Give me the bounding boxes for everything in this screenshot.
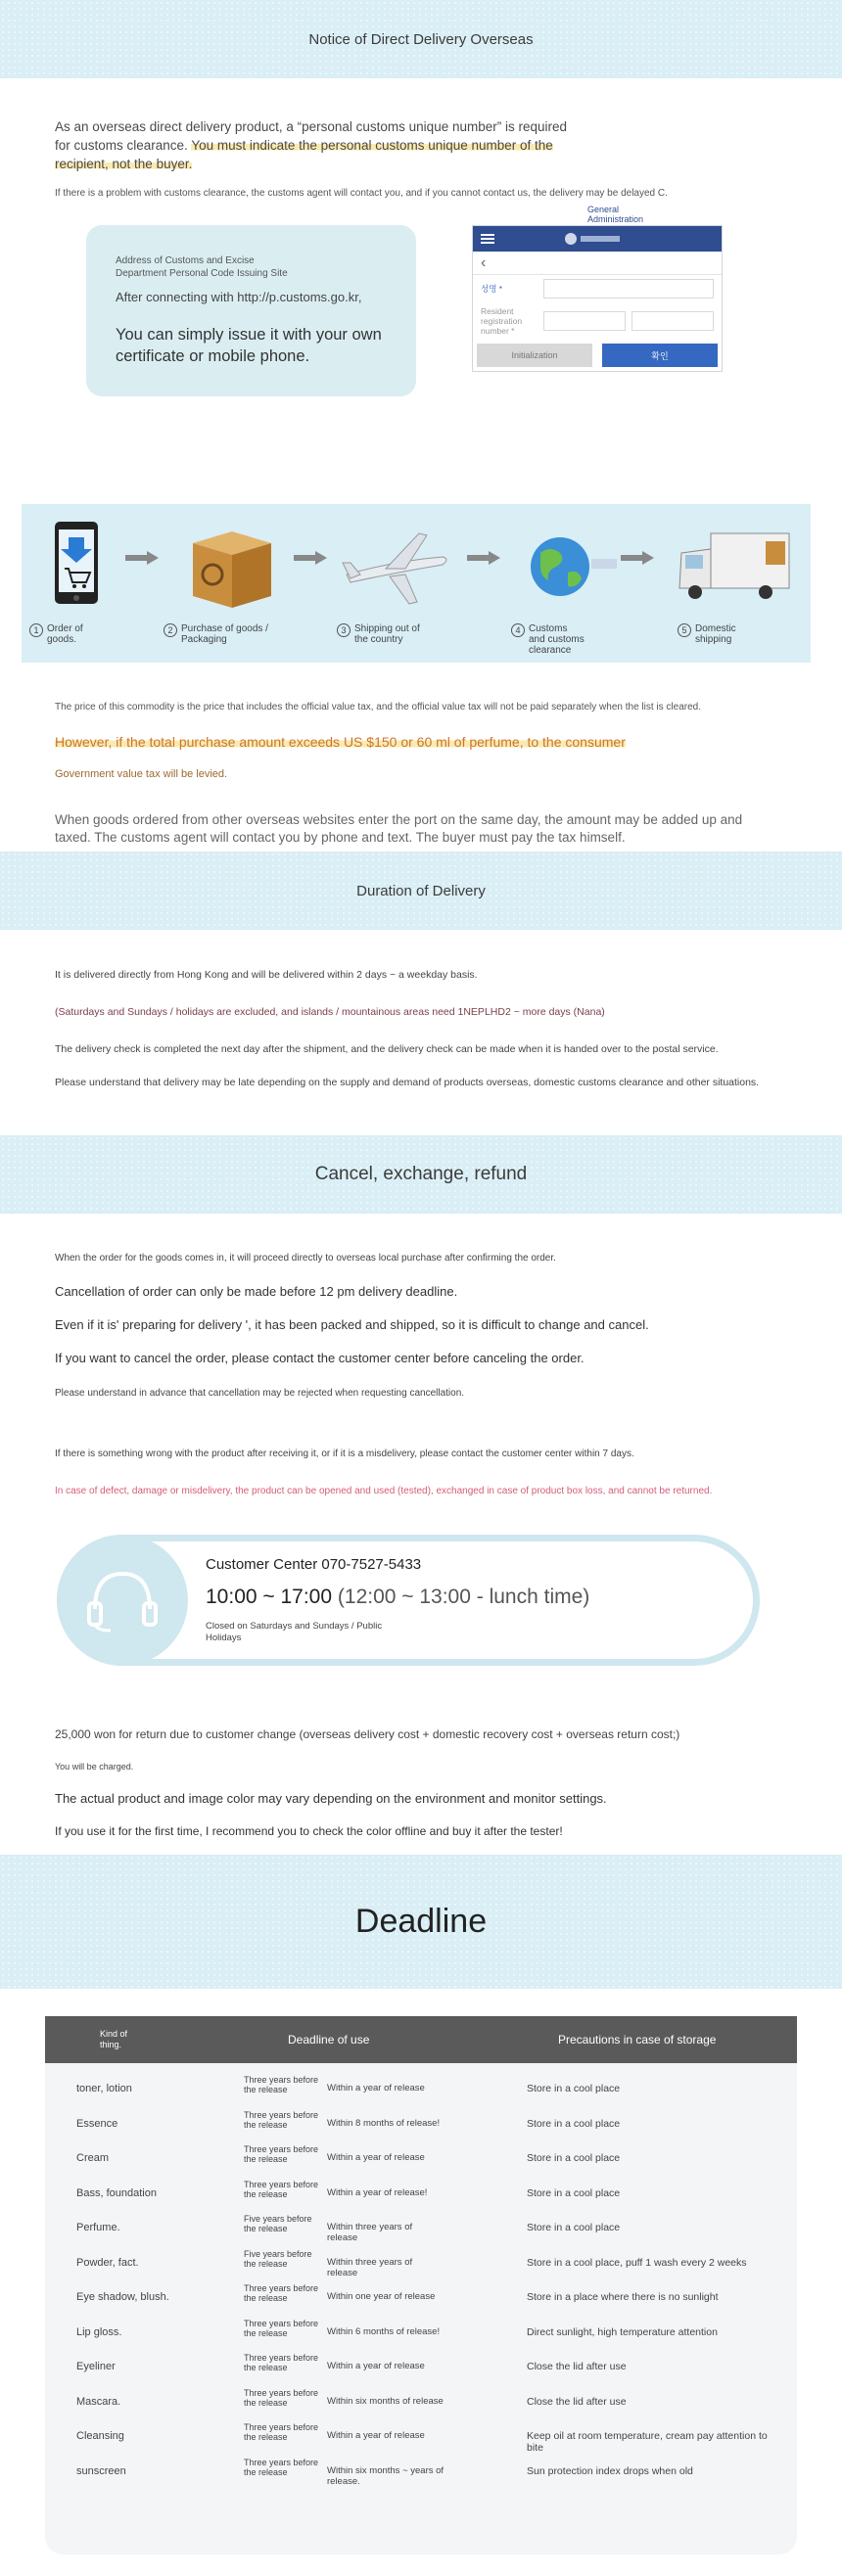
deadline-heading-band bbox=[0, 1855, 842, 1989]
row-after-release: Within 8 months of release! bbox=[327, 2117, 441, 2129]
arrow-right-icon bbox=[294, 551, 327, 565]
rrn-row bbox=[473, 302, 722, 340]
table-row bbox=[45, 2178, 797, 2213]
airplane-icon bbox=[337, 514, 454, 621]
step-label: Shipping out of the country bbox=[354, 623, 420, 645]
row-before-release: Three years before the release bbox=[244, 2075, 319, 2094]
row-before-release: Three years before the release bbox=[244, 2179, 319, 2199]
price-note: The price of this commodity is the price that includes the official value tax, and the official value tax will not be paid separately when the list is cleared. bbox=[55, 702, 701, 713]
step-number: 4 bbox=[511, 623, 525, 637]
row-storage: Store in a cool place bbox=[527, 2117, 621, 2130]
confirm-button: 확인 bbox=[602, 344, 718, 367]
rrn-input-1 bbox=[543, 311, 626, 331]
table-header bbox=[45, 2016, 797, 2063]
name-label: 성명 * bbox=[481, 284, 503, 294]
row-before-release: Three years before the release bbox=[244, 2457, 319, 2477]
step-number: 3 bbox=[337, 623, 351, 637]
cancel-line: When the order for the goods comes in, it will proceed directly to overseas local purchase after confirming the order. bbox=[55, 1253, 556, 1264]
hours-text: 10:00 ~ 17:00 bbox=[206, 1586, 333, 1608]
cancel-line: Even if it is' preparing for delivery ', it has been packed and shipped, so it is difficult to change and cancel. bbox=[55, 1317, 649, 1332]
back-chevron-icon: ‹ bbox=[481, 253, 487, 271]
row-storage: Store in a cool place bbox=[527, 2083, 621, 2094]
row-kind: sunscreen bbox=[76, 2464, 126, 2477]
cancel-section bbox=[0, 1214, 842, 1855]
step-purchase bbox=[164, 504, 281, 663]
row-after-release: Within six months ~ years of release. bbox=[327, 2464, 444, 2487]
duration-line: Please understand that delivery may be late depending on the supply and demand of products overseas, domestic customs clearance and other situations. bbox=[55, 1077, 760, 1088]
delivery-steps bbox=[22, 504, 811, 663]
tester-note: If you use it for the first time, I recommend you to check the color offline and buy it after the tester! bbox=[55, 1824, 563, 1838]
phone-cart-icon bbox=[29, 514, 147, 621]
row-after-release: Within six months of release bbox=[327, 2395, 444, 2407]
step-number: 5 bbox=[678, 623, 691, 637]
merge-tax-note: When goods ordered from other overseas websites enter the port on the same day, the amount may be added up and taxed. The customs agent will contact you by phone and text. The buyer must pay the tax himself. bbox=[55, 812, 743, 845]
row-after-release: Within a year of release bbox=[327, 2083, 425, 2093]
row-before-release: Three years before the release bbox=[244, 2422, 319, 2442]
closed-days: Closed on Saturdays and Sundays / Public Holidays bbox=[206, 1621, 383, 1643]
vat-note: Government value tax will be levied. bbox=[55, 768, 228, 780]
row-after-release: Within three years of release bbox=[327, 2222, 413, 2243]
general-admin-label: General Administration bbox=[587, 205, 644, 224]
step-customs bbox=[511, 504, 629, 663]
menu-icon bbox=[481, 234, 494, 244]
table-row bbox=[45, 2351, 797, 2386]
cancel-line: If you want to cancel the order, please contact the customer center before canceling the order. bbox=[55, 1351, 585, 1365]
intro-text-b: You must indicate the personal customs unique number of the recipient, not the buyer. bbox=[55, 138, 553, 171]
row-after-release: Within a year of release bbox=[327, 2152, 425, 2163]
table-row bbox=[45, 2073, 797, 2108]
row-after-release: Within a year of release bbox=[327, 2361, 425, 2371]
row-kind: Eye shadow, blush. bbox=[76, 2291, 169, 2303]
cancel-line: Please understand in advance that cancellation may be rejected when requesting cancellation. bbox=[55, 1388, 465, 1399]
customs-problem-note: If there is a problem with customs clearance, the customs agent will contact you, and if you cannot contact us, the delivery may be delayed C. bbox=[55, 188, 668, 199]
row-storage: Store in a cool place, puff 1 wash every 2 weeks bbox=[527, 2256, 747, 2269]
notice-heading: Notice of Direct Delivery Overseas bbox=[308, 30, 534, 48]
portal-nav bbox=[473, 252, 722, 275]
globe-icon bbox=[511, 514, 629, 621]
row-after-release: Within one year of release bbox=[327, 2291, 436, 2302]
row-kind: Essence bbox=[76, 2117, 118, 2130]
header-kind: Kind of thing. bbox=[100, 2029, 128, 2049]
row-storage: Close the lid after use bbox=[527, 2395, 627, 2408]
step-domestic bbox=[672, 504, 789, 663]
row-before-release: Three years before the release bbox=[244, 2353, 319, 2372]
customer-center-circle bbox=[57, 1535, 188, 1666]
row-kind: toner, lotion bbox=[76, 2083, 132, 2094]
notice-section bbox=[0, 78, 842, 851]
row-kind: Bass, foundation bbox=[76, 2186, 157, 2199]
table-row bbox=[45, 2456, 797, 2491]
portal-topbar bbox=[473, 226, 722, 252]
rrn-input-2 bbox=[632, 311, 714, 331]
table-row bbox=[45, 2420, 797, 2456]
deadline-section bbox=[0, 1989, 842, 2576]
row-before-release: Three years before the release bbox=[244, 2144, 319, 2164]
exceed-text: However, if the total purchase amount exceeds US $150 or 60 ml of perfume, to the consumer bbox=[55, 734, 626, 750]
row-kind: Powder, fact. bbox=[76, 2256, 139, 2269]
table-row bbox=[45, 2108, 797, 2143]
table-row bbox=[45, 2317, 797, 2352]
cancel-heading-band bbox=[0, 1135, 842, 1214]
deadline-table bbox=[45, 2016, 797, 2554]
charged-note: You will be charged. bbox=[55, 1762, 134, 1771]
row-after-release: Within 6 months of release! bbox=[327, 2325, 441, 2337]
row-storage: Store in a cool place bbox=[527, 2222, 621, 2233]
row-after-release: Within a year of release bbox=[327, 2430, 425, 2441]
row-storage: Sun protection index drops when old bbox=[527, 2464, 693, 2477]
lunch-text: (12:00 ~ 13:00 - lunch time) bbox=[337, 1586, 590, 1608]
headset-icon bbox=[83, 1566, 162, 1634]
duration-line: (Saturdays and Sundays / holidays are excluded, and islands / mountainous areas need 1NEPLHD2 ~ more days (Nana) bbox=[55, 1006, 605, 1018]
customs-portal-screenshot bbox=[472, 205, 723, 372]
arrow-right-icon bbox=[125, 551, 159, 565]
name-input bbox=[543, 279, 714, 299]
cancel-heading: Cancel, exchange, refund bbox=[314, 1164, 528, 1184]
table-row bbox=[45, 2386, 797, 2421]
arrow-right-icon bbox=[467, 551, 500, 565]
row-kind: Lip gloss. bbox=[76, 2325, 122, 2338]
duration-heading-band bbox=[0, 851, 842, 930]
name-row bbox=[473, 275, 722, 302]
notice-heading-band bbox=[0, 0, 842, 78]
row-after-release: Within a year of release! bbox=[327, 2186, 428, 2198]
customs-address: Address of Customs and Excise Department Personal Code Issuing Site bbox=[116, 255, 288, 279]
table-row bbox=[45, 2247, 797, 2282]
init-button: Initialization bbox=[477, 344, 592, 367]
truck-icon bbox=[672, 514, 809, 621]
row-before-release: Three years before the release bbox=[244, 2387, 319, 2408]
row-after-release: Within three years of release bbox=[327, 2256, 413, 2278]
duration-line: It is delivered directly from Hong Kong and will be delivered within 2 days ~ a weekday basis. bbox=[55, 969, 478, 981]
row-kind: Perfume. bbox=[76, 2222, 120, 2233]
table-row bbox=[45, 2281, 797, 2317]
row-storage: Keep oil at room temperature, cream pay attention to bite bbox=[527, 2430, 768, 2454]
step-number: 1 bbox=[29, 623, 43, 637]
row-kind: Mascara. bbox=[76, 2395, 121, 2408]
duration-section bbox=[0, 930, 842, 1135]
customer-center-hours bbox=[206, 1586, 589, 1609]
duration-heading: Duration of Delivery bbox=[356, 882, 486, 899]
row-storage: Store in a cool place bbox=[527, 2152, 621, 2164]
rrn-label: Resident registration number * bbox=[481, 306, 523, 336]
duration-line: The delivery check is completed the next day after the shipment, and the delivery check can be made when it is handed over to the postal service. bbox=[55, 1043, 719, 1055]
row-kind: Cleansing bbox=[76, 2430, 124, 2442]
intro-paragraph bbox=[55, 117, 584, 173]
customs-issue: You can simply issue it with your own certificate or mobile phone. bbox=[116, 326, 382, 365]
row-before-release: Three years before the release bbox=[244, 2283, 319, 2303]
return-fee-note: 25,000 won for return due to customer change (overseas delivery cost + domestic recovery cost + overseas return cost;) bbox=[55, 1727, 680, 1741]
exceed-note bbox=[55, 734, 626, 750]
step-shipping bbox=[337, 504, 454, 663]
step-label: Order of goods. bbox=[47, 623, 83, 645]
customer-center-title: Customer Center 070-7527-5433 bbox=[206, 1556, 422, 1573]
row-kind: Cream bbox=[76, 2152, 110, 2164]
row-before-release: Five years before the release bbox=[244, 2214, 312, 2233]
color-note: The actual product and image color may vary depending on the environment and monitor settings. bbox=[55, 1791, 607, 1806]
box-icon bbox=[164, 514, 281, 621]
step-order bbox=[29, 504, 147, 663]
customer-center-card bbox=[57, 1535, 760, 1666]
step-number: 2 bbox=[164, 623, 177, 637]
arrow-right-icon bbox=[621, 551, 654, 565]
table-row bbox=[45, 2142, 797, 2178]
row-storage: Store in a place where there is no sunlight bbox=[527, 2291, 719, 2303]
row-before-release: Five years before the release bbox=[244, 2248, 312, 2269]
customs-connect: After connecting with http://p.customs.go.kr, bbox=[116, 290, 362, 304]
step-label: Domestic shipping bbox=[695, 623, 736, 645]
cancel-line: Cancellation of order can only be made before 12 pm delivery deadline. bbox=[55, 1284, 458, 1299]
step-label: Purchase of goods / Packaging bbox=[181, 623, 268, 645]
customs-info-box bbox=[86, 225, 416, 396]
cancel-line: In case of defect, damage or misdelivery, the product can be opened and used (tested), exchanged in case of product box loss, and cannot be returned. bbox=[55, 1486, 713, 1496]
header-use: Deadline of use bbox=[288, 2033, 370, 2047]
customs-logo-icon bbox=[563, 230, 622, 248]
intro-text-a: As an overseas direct delivery product, a “personal customs unique number” is required for customs clearance. bbox=[55, 119, 568, 153]
row-kind: Eyeliner bbox=[76, 2361, 116, 2372]
row-before-release: Three years before the release bbox=[244, 2318, 319, 2338]
deadline-heading: Deadline bbox=[354, 1903, 488, 1940]
row-storage: Close the lid after use bbox=[527, 2361, 627, 2372]
row-storage: Direct sunlight, high temperature attention bbox=[527, 2325, 718, 2338]
row-before-release: Three years before the release bbox=[244, 2109, 319, 2130]
cancel-line: If there is something wrong with the product after receiving it, or if it is a misdelivery, please contact the customer center within 7 days. bbox=[55, 1449, 634, 1459]
row-storage: Store in a cool place bbox=[527, 2186, 621, 2199]
step-label: Customs and customs clearance bbox=[529, 623, 585, 656]
table-row bbox=[45, 2212, 797, 2247]
header-storage: Precautions in case of storage bbox=[558, 2033, 717, 2047]
